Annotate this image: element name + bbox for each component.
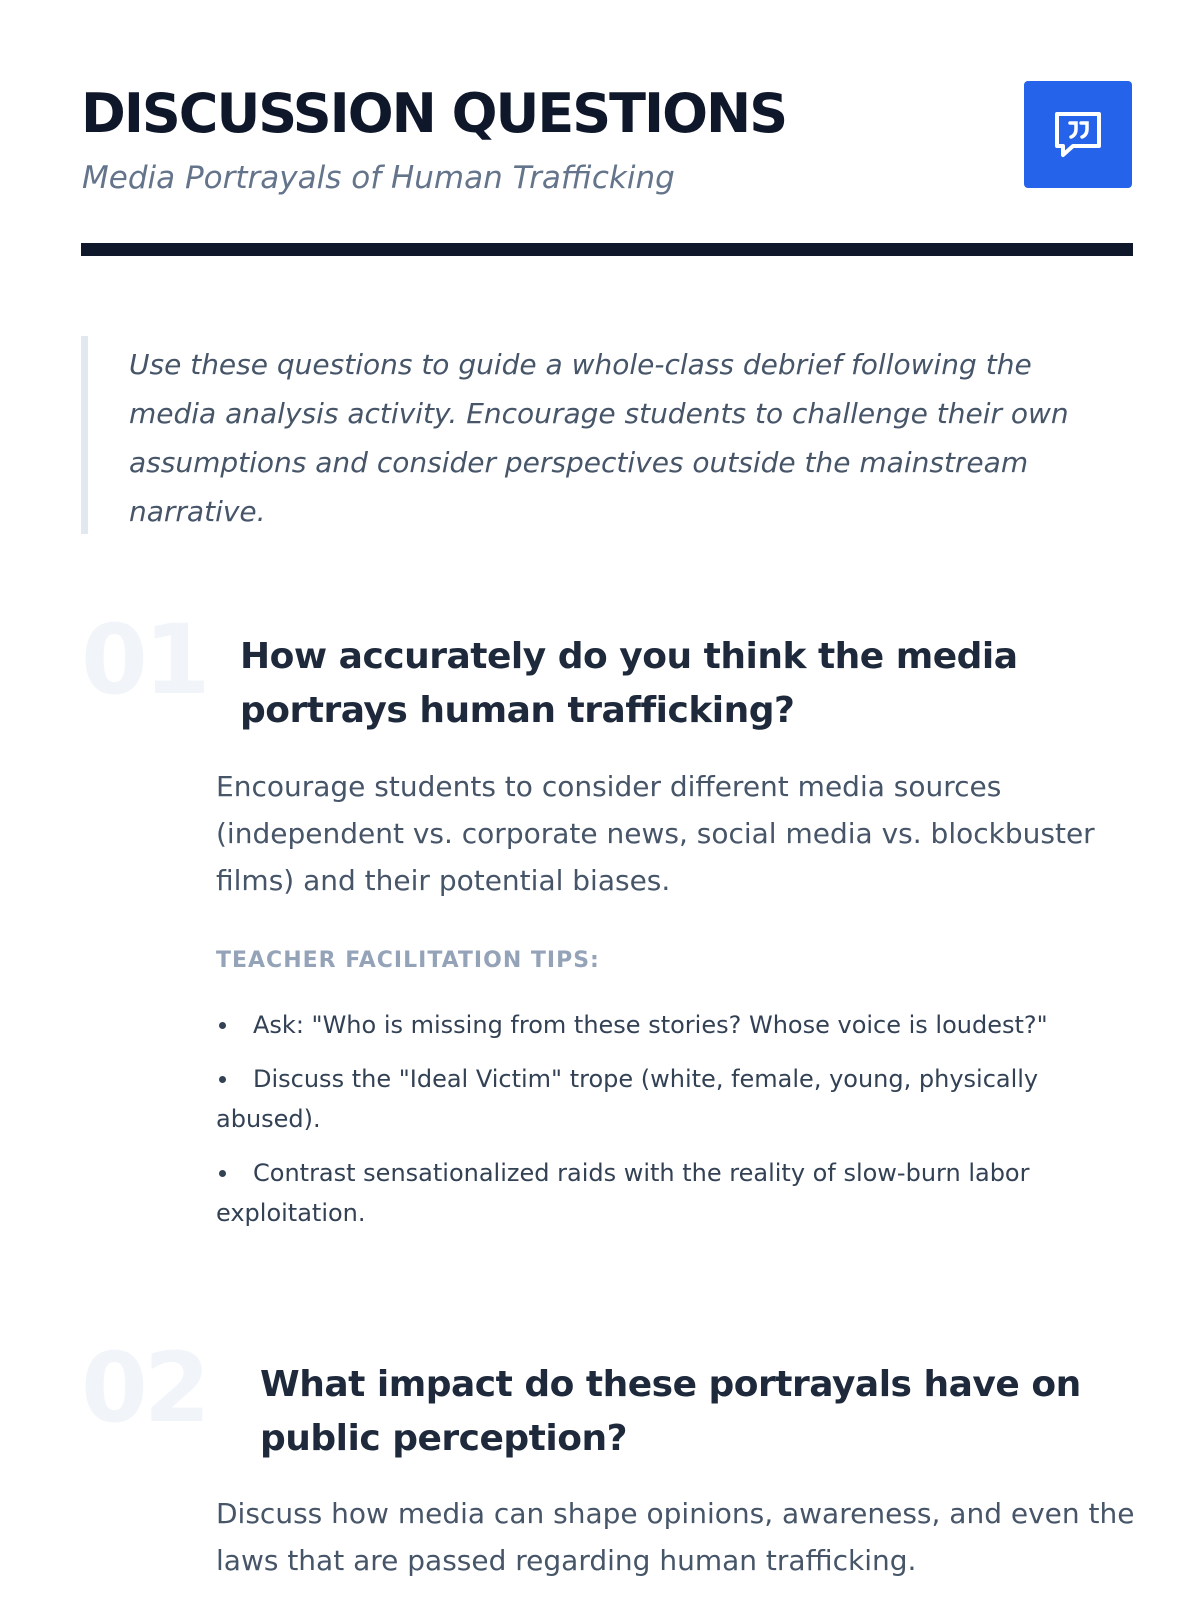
page-title: DISCUSSION QUESTIONS — [81, 82, 787, 145]
tips-list — [216, 1005, 1126, 1247]
question-number: 02 — [81, 1332, 207, 1444]
bullet-icon — [219, 1076, 226, 1083]
header-divider — [81, 243, 1133, 256]
question-description: Encourage students to consider different media sources (independent vs. corporate news, social media vs. blockbuster films) and their potential biases. — [216, 770, 1095, 897]
question-description: Discuss how media can shape opinions, awareness, and even the laws that are passed regarding human trafficking. — [216, 1497, 1135, 1577]
page-subtitle: Media Portrayals of Human Trafficking — [82, 160, 675, 196]
intro-callout — [81, 336, 1133, 534]
intro-text: Use these questions to guide a whole-class debrief following the media analysis activity. Encourage students to challenge their own assumptions and consider perspectives outside the mainstream narrative. — [129, 348, 1069, 528]
question-title: What impact do these portrayals have on public perception? — [260, 1364, 1081, 1459]
quote-badge — [1024, 81, 1132, 188]
question-title: How accurately do you think the media portrays human trafficking? — [240, 636, 1018, 731]
bullet-icon — [219, 1022, 226, 1029]
quote-bubble-icon — [1051, 108, 1105, 162]
tips-heading: TEACHER FACILITATION TIPS: — [216, 948, 600, 973]
page-header — [81, 78, 1133, 258]
question-number: 01 — [81, 604, 207, 716]
tip-item: Ask: "Who is missing from these stories? Whose voice is loudest?" — [216, 1005, 1126, 1045]
tip-item: Discuss the "Ideal Victim" trope (white, female, young, physically abused). — [216, 1065, 1039, 1133]
tip-item: Contrast sensationalized raids with the reality of slow-burn labor exploitation. — [216, 1159, 1030, 1227]
bullet-icon — [219, 1170, 226, 1177]
